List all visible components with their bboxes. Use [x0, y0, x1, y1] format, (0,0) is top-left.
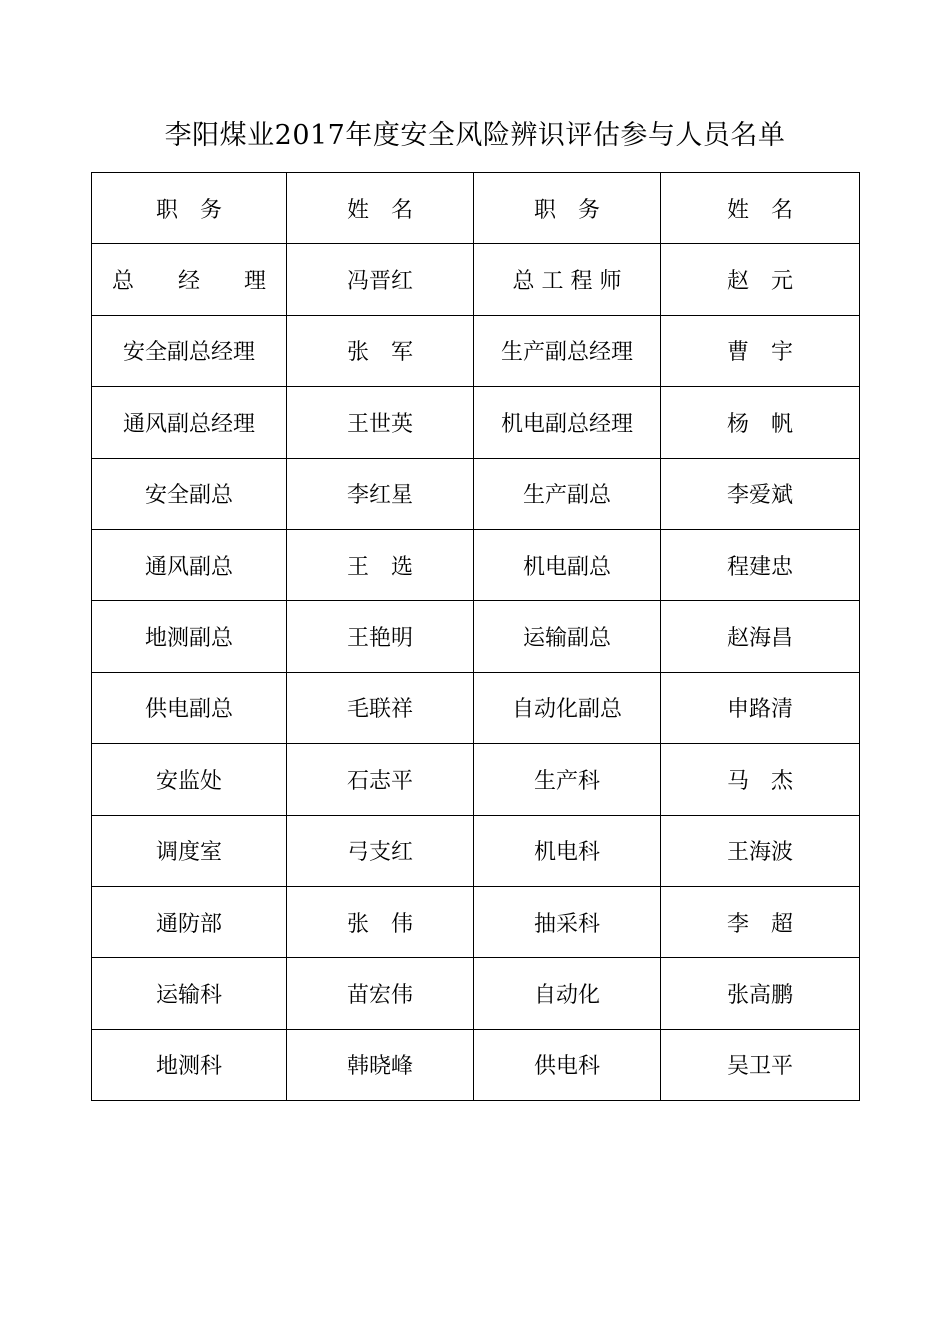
position-cell: 总 经 理 [92, 244, 287, 315]
position-cell: 调度室 [92, 815, 287, 886]
personnel-table [91, 172, 860, 1101]
name-cell: 石志平 [287, 744, 474, 815]
position-cell: 总 工 程 师 [474, 244, 661, 315]
name-cell: 赵海昌 [661, 601, 860, 672]
position-cell: 机电科 [474, 815, 661, 886]
document-title: 李阳煤业2017年度安全风险辨识评估参与人员名单 [164, 120, 786, 151]
position-cell: 机电副总 [474, 529, 661, 600]
position-cell: 生产副总 [474, 458, 661, 529]
name-cell: 张 伟 [287, 886, 474, 957]
table-row [92, 1029, 860, 1100]
position-cell: 机电副总经理 [474, 387, 661, 458]
position-cell: 安监处 [92, 744, 287, 815]
position-cell: 自动化 [474, 958, 661, 1029]
name-cell: 曹 宇 [661, 315, 860, 386]
position-cell: 运输科 [92, 958, 287, 1029]
table-row [92, 958, 860, 1029]
name-cell: 李爱斌 [661, 458, 860, 529]
table-row [92, 387, 860, 458]
table-row [92, 315, 860, 386]
name-cell: 马 杰 [661, 744, 860, 815]
name-cell: 王世英 [287, 387, 474, 458]
position-cell: 安全副总经理 [92, 315, 287, 386]
table-header-row [92, 173, 860, 244]
position-cell: 供电副总 [92, 672, 287, 743]
position-cell: 生产副总经理 [474, 315, 661, 386]
table-row [92, 672, 860, 743]
position-cell: 通风副总 [92, 529, 287, 600]
name-cell: 冯晋红 [287, 244, 474, 315]
table-row [92, 886, 860, 957]
header-name-1: 姓 名 [287, 173, 474, 244]
position-cell: 通防部 [92, 886, 287, 957]
name-cell: 王艳明 [287, 601, 474, 672]
position-cell: 安全副总 [92, 458, 287, 529]
table-row [92, 815, 860, 886]
name-cell: 王 选 [287, 529, 474, 600]
table-row [92, 744, 860, 815]
name-cell: 弓支红 [287, 815, 474, 886]
name-cell: 韩晓峰 [287, 1029, 474, 1100]
name-cell: 申路清 [661, 672, 860, 743]
position-cell: 抽采科 [474, 886, 661, 957]
name-cell: 张高鹏 [661, 958, 860, 1029]
position-cell: 地测副总 [92, 601, 287, 672]
name-cell: 毛联祥 [287, 672, 474, 743]
table-row [92, 529, 860, 600]
table-row [92, 458, 860, 529]
table-row [92, 244, 860, 315]
position-cell: 通风副总经理 [92, 387, 287, 458]
name-cell: 李 超 [661, 886, 860, 957]
header-name-2: 姓 名 [661, 173, 860, 244]
name-cell: 张 军 [287, 315, 474, 386]
name-cell: 吴卫平 [661, 1029, 860, 1100]
header-position-2: 职 务 [474, 173, 661, 244]
position-cell: 供电科 [474, 1029, 661, 1100]
table-row [92, 601, 860, 672]
name-cell: 苗宏伟 [287, 958, 474, 1029]
name-cell: 王海波 [661, 815, 860, 886]
name-cell: 赵 元 [661, 244, 860, 315]
name-cell: 程建忠 [661, 529, 860, 600]
name-cell: 李红星 [287, 458, 474, 529]
name-cell: 杨 帆 [661, 387, 860, 458]
header-position-1: 职 务 [92, 173, 287, 244]
position-cell: 自动化副总 [474, 672, 661, 743]
position-cell: 地测科 [92, 1029, 287, 1100]
position-cell: 生产科 [474, 744, 661, 815]
position-cell: 运输副总 [474, 601, 661, 672]
